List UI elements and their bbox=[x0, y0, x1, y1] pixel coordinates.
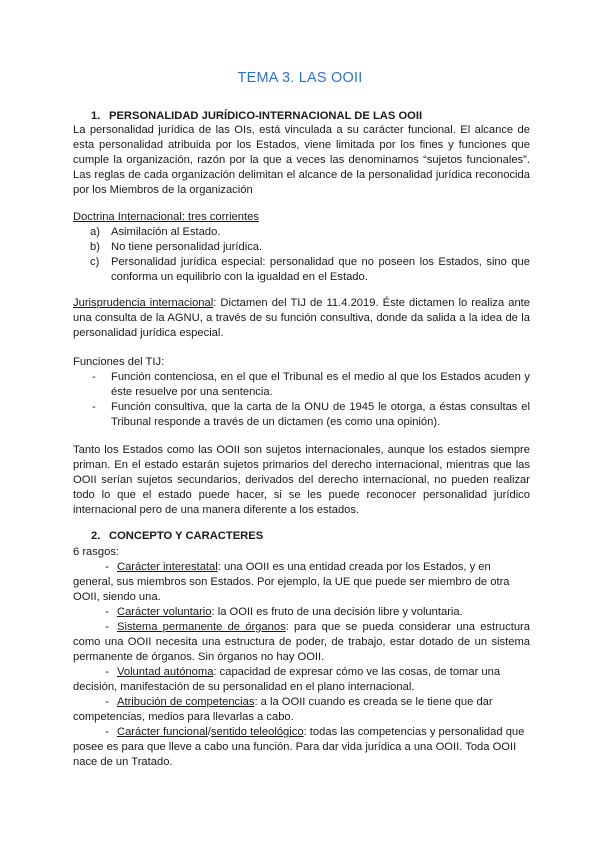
rasgo-text: : una OOII es una entidad creada por los Estados, y en general, sus miembros son Estados. Por ejemplo, la UE que puede ser miembro de otra OOII, siendo una. bbox=[73, 561, 510, 603]
funciones-item bbox=[73, 370, 530, 400]
doctrina-item bbox=[73, 225, 530, 240]
doctrina-label: Doctrina Internacional: tres corrientes bbox=[73, 211, 259, 223]
rasgo-label: Carácter voluntario bbox=[117, 606, 212, 618]
rasgo-item bbox=[73, 560, 530, 605]
jurisprudencia-paragraph bbox=[73, 296, 530, 341]
list-marker: a) bbox=[90, 226, 100, 238]
funciones-list bbox=[73, 370, 530, 430]
rasgo-label: Carácter funcional bbox=[117, 726, 208, 738]
list-text: Asimilación al Estado. bbox=[111, 226, 221, 238]
list-marker: - bbox=[105, 606, 109, 618]
sujetos-paragraph: Tanto los Estados como las OOII son sujetos internacionales, aunque los estados siempre priman. En el estado estarán sujetos primarios del derecho internacional, mientras que las OOII serían sujetos secundarios, derivados del derecho internacional, no pueden realizar todo lo que el estado puede hacer, si se les puede reconocer personalidad jurídico internacional pero de una manera diferente a los estados. bbox=[73, 444, 530, 516]
rasgo-item bbox=[73, 620, 530, 665]
rasgo-label-secondary: sentido teleológico bbox=[210, 726, 304, 738]
rasgo-text: : para que se pueda considerar una estructura como una OOII necesita una estructura de poder, de trabajo, estar dotado de un sistema permanente de órganos. Sin órganos no hay OOII. bbox=[73, 621, 530, 663]
rasgos-block bbox=[73, 545, 530, 770]
list-marker: - bbox=[105, 561, 109, 573]
list-marker: - bbox=[92, 371, 96, 383]
list-marker: - bbox=[105, 726, 109, 738]
rasgo-label: Sistema permanente de órganos bbox=[117, 621, 286, 633]
section-1-number: 1. bbox=[91, 110, 101, 122]
list-marker: - bbox=[92, 401, 96, 413]
rasgo-text: : a la OOII cuando es creada se le tiene que dar competencias, medios para llevarlas a cabo. bbox=[73, 696, 493, 723]
rasgo-text: : todas las competencias y personalidad que posee es para que lleve a cabo una función. Para dar vida jurídica a una OOII. Toda OOII nace de un Tratado. bbox=[73, 726, 525, 768]
rasgos-intro: 6 rasgos: bbox=[73, 546, 120, 558]
rasgo-item bbox=[73, 665, 530, 695]
funciones-label: Funciones del TIJ: bbox=[73, 356, 165, 368]
jurisprudencia-text: : Dictamen del TIJ de 11.4.2019. Éste dictamen lo realiza ante una consulta de la AGNU, a través de su función consultiva, donde da salida a la idea de la personalidad jurídica especial. bbox=[73, 297, 530, 339]
jurisprudencia-label: Jurisprudencia internacional bbox=[73, 297, 214, 309]
rasgo-text: : capacidad de expresar cómo ve las cosas, de tomar una decisión, manifestación de su personalidad en el plano internacional. bbox=[73, 666, 501, 693]
funciones-item bbox=[73, 400, 530, 430]
rasgo-label: Atribución de competencias bbox=[117, 696, 255, 708]
funciones-block bbox=[73, 355, 530, 430]
list-text: Función consultiva, que la carta de la ONU de 1945 le otorga, a éstas consultas el Tribunal responde a través de un dictamen (es como una opinión). bbox=[111, 401, 530, 428]
list-marker: - bbox=[105, 696, 109, 708]
doctrina-item bbox=[73, 255, 530, 285]
doctrina-list bbox=[73, 225, 530, 285]
list-marker: - bbox=[105, 621, 109, 633]
list-text: No tiene personalidad jurídica. bbox=[111, 241, 263, 253]
rasgo-text: : la OOII es fruto de una decisión libre y voluntaria. bbox=[211, 606, 463, 618]
list-text: Función contenciosa, en el que el Tribunal es el medio al que los Estados acuden y éste resuelve por una sentencia. bbox=[111, 371, 530, 398]
doctrina-block bbox=[73, 210, 530, 285]
doctrina-item bbox=[73, 240, 530, 255]
section-2-number: 2. bbox=[91, 530, 101, 542]
rasgo-label: Voluntad autónoma bbox=[117, 666, 214, 678]
section-1-paragraph: La personalidad jurídica de las OIs, está vinculada a su carácter funcional. El alcance de esta personalidad atribuida por los Estados, viene limitada por los fines y funciones que cumple la organización, razón por la que a veces las denominamos “sujetos funcionales”. Las reglas de cada organización delimitan el alcance de la personalidad jurídica reconocida por los Miembros de la organización bbox=[73, 124, 530, 196]
list-text: Personalidad jurídica especial: personalidad que no poseen los Estados, sino que conforma un equilibrio con la igualdad en el Estado. bbox=[111, 256, 530, 283]
list-marker: c) bbox=[90, 256, 100, 268]
page-title: TEMA 3. LAS OOII bbox=[237, 70, 363, 86]
rasgo-separator: / bbox=[207, 726, 211, 738]
list-marker: - bbox=[105, 666, 109, 678]
section-2-heading bbox=[73, 529, 530, 544]
section-1-title: PERSONALIDAD JURÍDICO-INTERNACIONAL DE LAS OOII bbox=[109, 110, 423, 122]
rasgo-item bbox=[73, 725, 530, 770]
rasgo-label: Carácter interestatal bbox=[117, 561, 218, 573]
section-2-title: CONCEPTO Y CARACTERES bbox=[109, 530, 264, 542]
section-1-heading bbox=[73, 109, 530, 124]
list-marker: b) bbox=[90, 241, 100, 253]
rasgo-item bbox=[73, 605, 530, 620]
rasgo-item bbox=[73, 695, 530, 725]
